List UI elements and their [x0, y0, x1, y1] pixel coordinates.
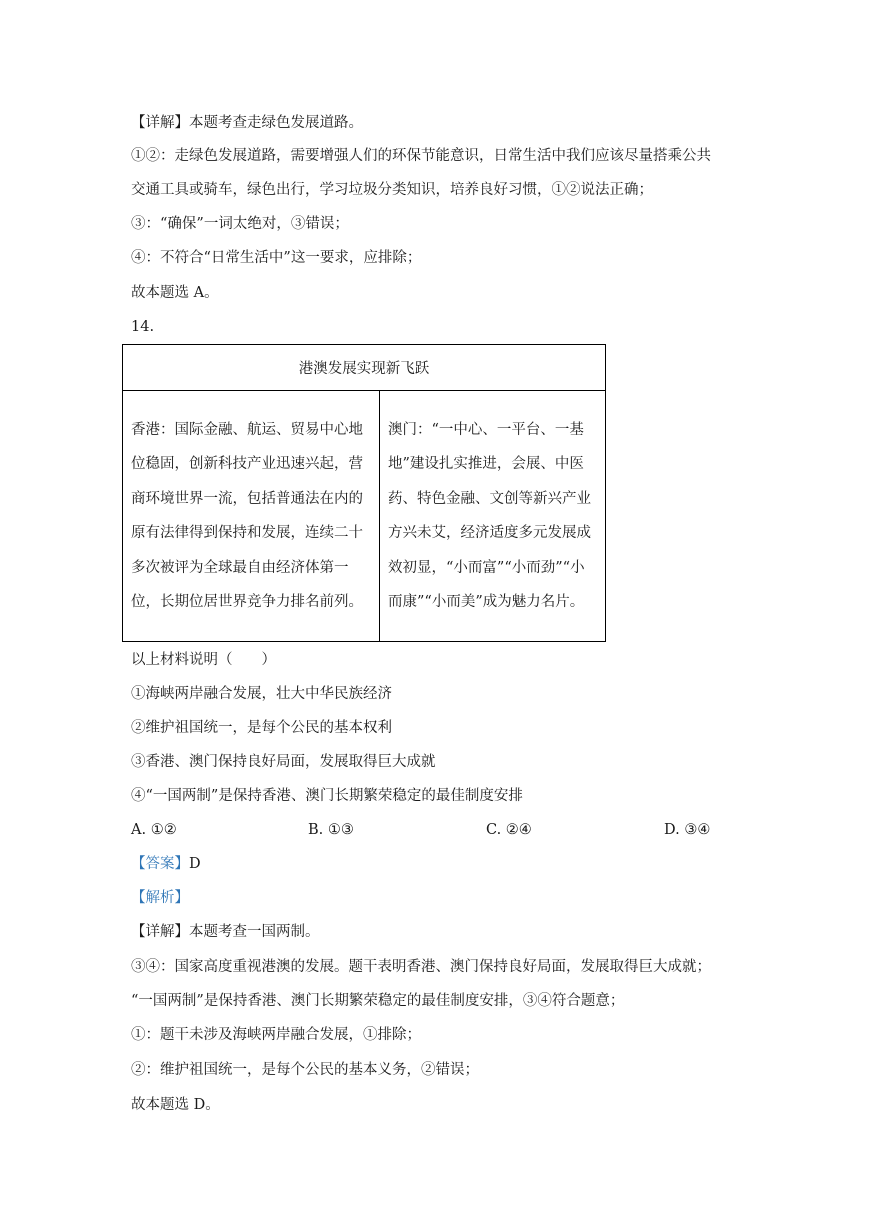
option-a: A. ①② [131, 822, 177, 838]
analysis-tag: 【解析】 [131, 890, 189, 906]
detail-line: “一国两制”是保持香港、澳门长期繁荣稳定的最佳制度安排，③④符合题意； [131, 993, 625, 1009]
detail-heading: 【详解】本题考查走绿色发展道路。 [131, 115, 363, 131]
statement-item: ④“一国两制”是保持香港、澳门长期繁荣稳定的最佳制度安排 [131, 788, 523, 804]
material-table [122, 344, 606, 642]
material-cell-hongkong: 香港：国际金融、航运、贸易中心地位稳固，创新科技产业迅速兴起，营商环境世界一流，包括普通法在内的原有法律得到保持和发展，连续二十多次被评为全球最自由经济体第一位，长期位居世界竞争力排名前列。 [123, 391, 380, 642]
material-table-title: 港澳发展实现新飞跃 [123, 345, 606, 391]
answer-value: D [189, 856, 201, 872]
statement-item: ②维护祖国统一，是每个公民的基本权利 [131, 720, 392, 736]
detail-line: ①：题干未涉及海峡两岸融合发展，①排除； [131, 1027, 421, 1043]
statement-item: ③香港、澳门保持良好局面，发展取得巨大成就 [131, 754, 436, 770]
material-cell-macau: 澳门：“一中心、一平台、一基地”建设扎实推进，会展、中医药、特色金融、文创等新兴产业方兴未艾，经济适度多元发展成效初显，“小而富”“小而劲”“小而康”“小而美”成为魅力名片。 [380, 391, 606, 642]
detail-heading: 【详解】本题考查一国两制。 [131, 924, 320, 940]
question-number: 14. [131, 319, 155, 335]
detail-line: ④：不符合“日常生活中”这一要求，应排除； [131, 250, 422, 266]
detail-line: ②：维护祖国统一，是每个公民的基本义务，②错误； [131, 1062, 479, 1078]
conclusion: 故本题选 D。 [131, 1097, 220, 1113]
answer-line [131, 854, 201, 874]
option-c: C. ②④ [486, 822, 532, 838]
detail-line: 交通工具或骑车，绿色出行，学习垃圾分类知识，培养良好习惯，①②说法正确； [131, 182, 653, 198]
conclusion: 故本题选 A。 [131, 285, 219, 301]
detail-line: ①②：走绿色发展道路，需要增强人们的环保节能意识，日常生活中我们应该尽量搭乘公共 [131, 148, 711, 164]
question-stem: 以上材料说明（ ） [131, 652, 276, 668]
statement-item: ①海峡两岸融合发展，壮大中华民族经济 [131, 686, 392, 702]
detail-line: ③：“确保”一词太绝对，③错误； [131, 216, 349, 232]
answer-tag: 【答案】 [131, 856, 189, 872]
detail-line: ③④：国家高度重视港澳的发展。题干表明香港、澳门保持良好局面，发展取得巨大成就； [131, 959, 711, 975]
option-d: D. ③④ [664, 822, 711, 838]
option-b: B. ①③ [308, 822, 354, 838]
